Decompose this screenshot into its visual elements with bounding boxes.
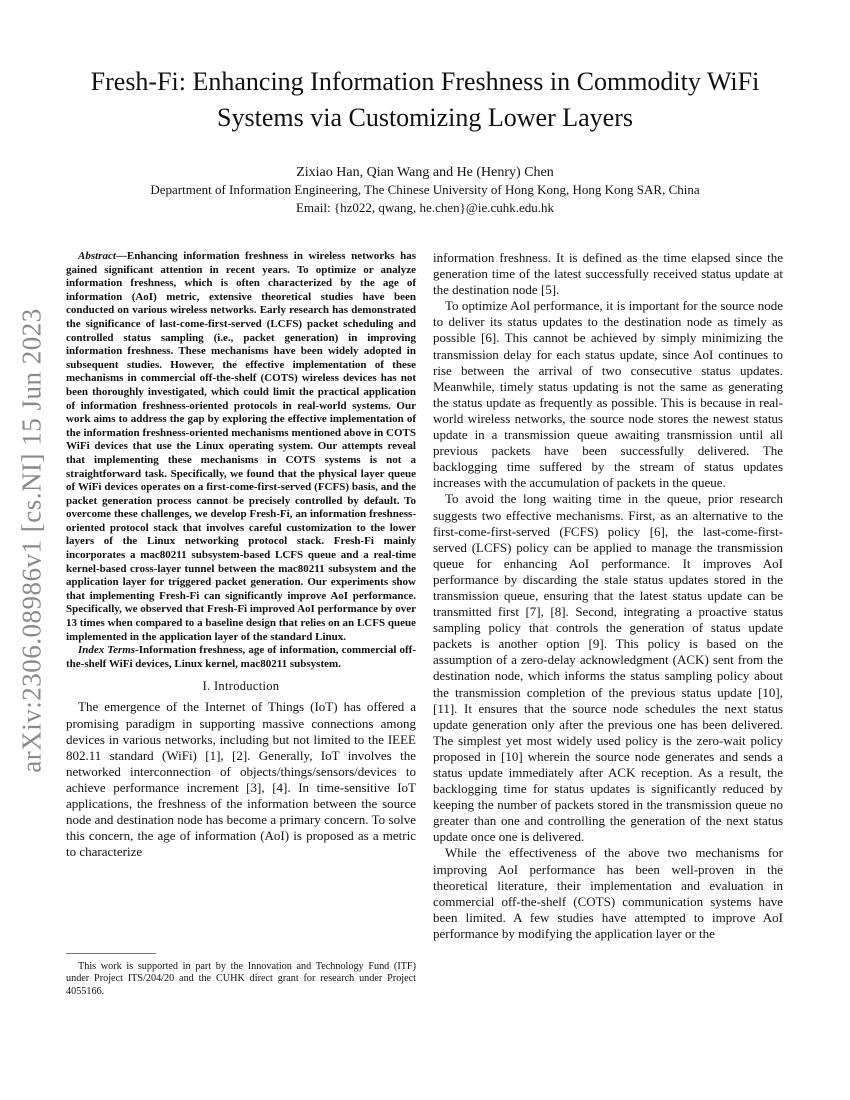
body-paragraph: To optimize AoI performance, it is important for the source node to deliver its status updates to the destination node as timely as possible [6]. This cannot be achieved by simply minimizing the transmission delay for each status update, since AoI continues to rise between the arrival of two consecutive status updates. Meanwhile, timely status updating is not the same as generating the status update as frequently as possible. This is because in real-world wireless networks, the source node stores the newest status update in a transmission queue awaiting transmission until all previous packets have been successfully delivered. The backlogging time suffered by the stream of status updates increases with the accumulation of packets in the queue. <box>433 298 783 491</box>
funding-footnote-text: This work is supported in part by the Innovation and Technology Fund (ITF) under Project ITS/204/20 and the CUHK direct grant for research under Project 4055166. <box>66 961 416 997</box>
body-paragraph: information freshness. It is defined as the time elapsed since the generation time of the latest successfully received status update at the destination node [5]. <box>433 250 783 298</box>
author-list: Zixiao Han, Qian Wang and He (Henry) Chen <box>296 165 554 180</box>
funding-footnote <box>66 961 416 998</box>
arxiv-identifier-stamp <box>12 300 52 780</box>
abstract-text: —Enhancing information freshness in wireless networks has gained significant attention in recent years. To optimize or analyze information freshness, which is often characterized by the age of information (AoI) metric, extensive theoretical studies have been conducted on various wireless networks. Early research has demonstrated the significance of last-come-first-served (LCFS) packet scheduling and controlled status sampling (i.e., packet generation) in improving information freshness. These mechanisms have been widely adopted in subsequent studies. However, the effective implementation of these mechanisms in commercial off-the-shelf (COTS) wireless devices has not been thoroughly investigated, which could limit the practical application of information freshness-oriented protocols in real-world systems. Our work aims to address the gap by exploring the effective implementation of the information freshness-oriented mechanisms mentioned above in COTS WiFi devices that use the Linux operating system. Our attempts reveal that implementing these mechanisms in COTS systems is not a straightforward task. Specifically, we found that the physical layer queue of WiFi devices operates on a first-come-first-served (FCFS) basis, and the packet generation process cannot be precisely controlled by default. To overcome these challenges, we develop Fresh-Fi, an information freshness-oriented protocol stack that involves careful customization to the lower layers of the Linux networking protocol stack. Fresh-Fi mainly incorporates a mac80211 subsystem-based LCFS queue and a real-time kernel-based cross-layer tunnel between the mac80211 subsystem and the application layer for triggered packet generation. Our experiments show that implementing Fresh-Fi can significantly improve AoI performance. Specifically, we observed that Fresh-Fi improved AoI performance by over 13 times when compared to a baseline design that relies on an LCFS queue implemented in the application layer of the standard Linux. <box>66 250 416 643</box>
abstract-lead: Abstract <box>78 250 116 262</box>
index-terms <box>66 644 416 671</box>
footnote-rule <box>66 953 156 954</box>
arxiv-identifier-text: arXiv:2306.08986v1 [cs.NI] 15 Jun 2023 <box>16 307 47 773</box>
author-email: Email: {hz022, qwang, he.chen}@ie.cuhk.edu.hk <box>295 200 555 215</box>
right-column <box>433 250 783 942</box>
body-paragraph: While the effectiveness of the above two mechanisms for improving AoI performance has been well-proven in the theoretical literature, their implementation and evaluation in commercial off-the-shelf (COTS) communication systems have been limited. A few studies have attempted to improve AoI performance by modifying the application layer or the <box>433 845 783 941</box>
abstract <box>66 250 416 644</box>
left-column <box>66 250 416 860</box>
index-terms-text: -Information freshness, age of information, commercial off-the-shelf WiFi devices, Linux kernel, mac80211 subsystem. <box>66 644 416 670</box>
author-affiliation: Department of Information Engineering, The Chinese University of Hong Kong, Hong Kong SAR, China <box>150 182 700 197</box>
paper-title: Fresh-Fi: Enhancing Information Freshness in Commodity WiFi Systems via Customizing Lower Layers <box>90 67 760 132</box>
body-paragraph: To avoid the long waiting time in the queue, prior research suggests two effective mechanisms. First, as an alternative to the first-come-first-served (FCFS) policy [6], the last-come-first-served (LCFS) policy can be applied to manage the transmission queue for enhancing AoI performance. It improves AoI performance by discarding the stale status updates stored in the transmission queue, ensuring that the latest status update can be transmitted first [7], [8]. Second, integrating a proactive status sampling policy that controls the generation of status update packets is another option [9]. This policy is based on the assumption of a zero-delay acknowledgment (ACK) sent from the destination node, which informs the status sampling policy about the transmission completion of the previous status update [10], [11]. It ensures that the source node schedules the next status update generation only after the previous one has been delivered. The simplest yet most widely used policy is the zero-wait policy proposed in [10] wherein the source node generates and sends a status update immediately after ACK reception. As a result, the backlogging time for status updates is significantly reduced by keeping the number of packets stored in the transmission queue no greater than one and controlling the generation of the next status update once one is delivered. <box>433 491 783 845</box>
index-terms-lead: Index Terms <box>78 644 136 657</box>
intro-paragraph: The emergence of the Internet of Things (IoT) has offered a promising paradigm in supporting massive connections among devices in various networks, including but not limited to the IEEE 802.11 standard (WiFi) [1], [2]. Generally, IoT involves the networked interconnection of objects/things/sensors/devices to achieve performance increment [3], [4]. In time-sensitive IoT applications, the freshness of the information between the source node and destination node has become a primary concern. To solve this concern, the age of information (AoI) is proposed as a metric to characterize <box>66 699 416 860</box>
section-heading-introduction: I. Introduction <box>202 679 280 694</box>
